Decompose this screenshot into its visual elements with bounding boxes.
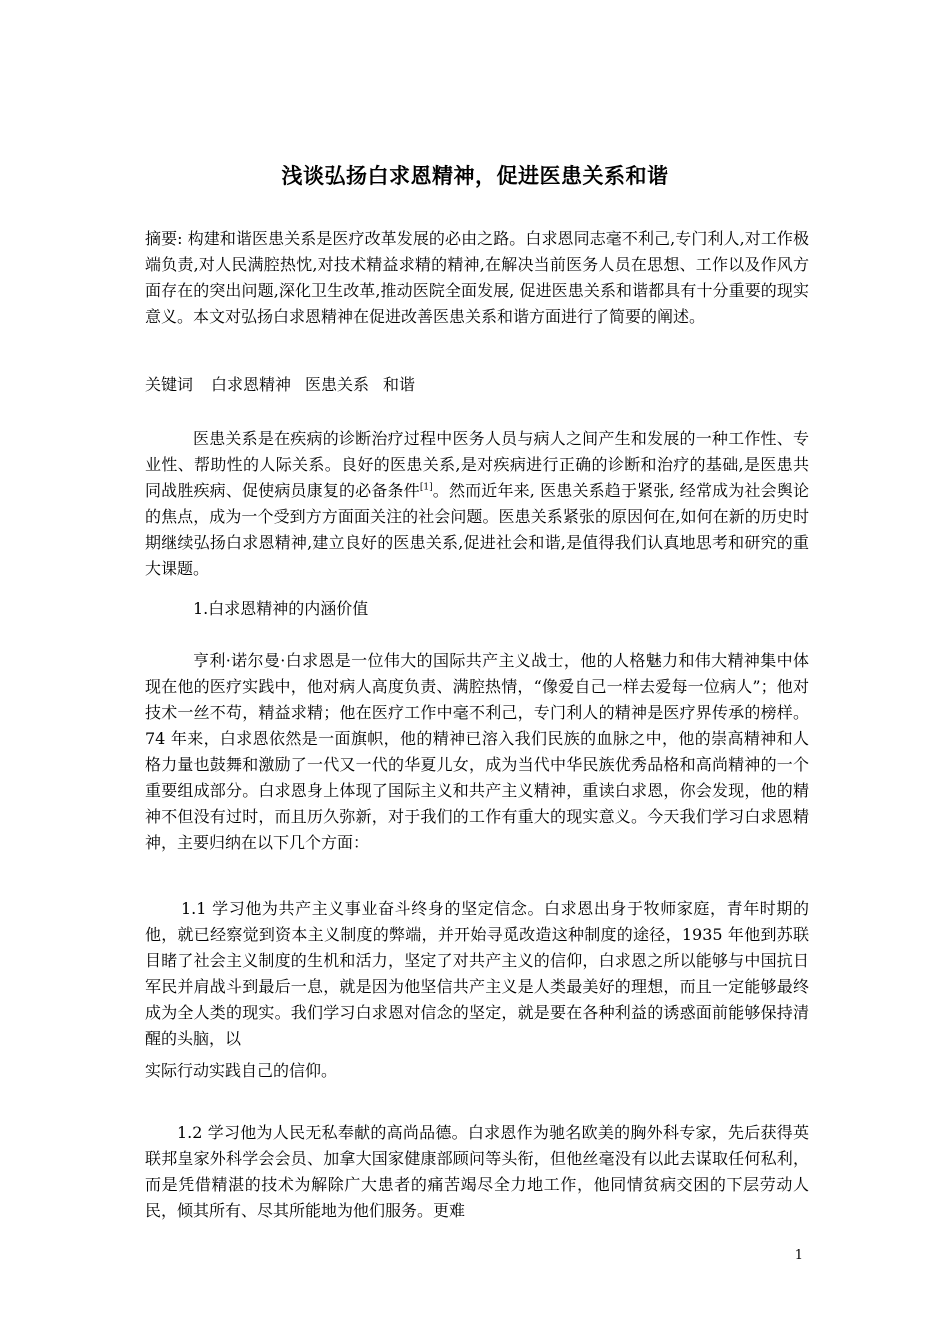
paragraph-1-text-b: 。然而近年来, 医患关系趋于紧张, 经常成为社会舆论的焦点，成为一个受到方方面面关注的社会问题。医患关系紧张的原因何在,如何在新的历史时期继续弘扬白求恩精神,建立良好的医患关系,促进社会和谐,是值得我们认真地思考和研究的重大课题。: [145, 481, 809, 578]
keyword-3: 和谐: [383, 375, 416, 394]
body-paragraph-2: 亨利·诺尔曼·白求恩是一位伟大的国际共产主义战士，他的人格魅力和伟大精神集中体现在他的医疗实践中，他对病人高度负责、满腔热情，“像爱自己一样去爱每一位病人”；他对技术一丝不苟，精益求精；他在医疗工作中毫不利己，专门利人的精神是医疗界传承的榜样。74 年来，白求恩依然是一面旗帜，他的精神已溶入我们民族的血脉之中，他的崇高精神和人格力量也鼓舞和激励了一代又一代的华夏儿女，成为当代中华民族优秀品格和高尚精神的一个重要组成部分。白求恩身上体现了国际主义和共产主义精神，重读白求恩，你会发现，他的精神不但没有过时，而且历久弥新，对于我们的工作有重大的现实意义。今天我们学习白求恩精神，主要归纳在以下几个方面：: [145, 651, 809, 852]
body-paragraph-4: 1.2 学习他为人民无私奉献的高尚品德。白求恩作为驰名欧美的胸外科专家，先后获得英联邦皇家外科学会会员、加拿大国家健康部顾问等头衔，但他丝毫没有以此去谋取任何私利，而是凭借精湛的技术为解除广大患者的痛苦竭尽全力地工作，他同情贫病交困的下层劳动人民，倾其所有、尽其所能地为他们服务。更难: [145, 1123, 809, 1220]
abstract-paragraph: 摘要: 构建和谐医患关系是医疗改革发展的必由之路。白求恩同志毫不利己,专门利人,对工作极端负责,对人民满腔热忱,对技术精益求精的精神,在解决当前医务人员在思想、工作以及作风方面存在的突出问题,深化卫生改革,推动医院全面发展, 促进医患关系和谐都具有十分重要的现实意义。本文对弘扬白求恩精神在促进改善医患关系和谐方面进行了简要的阐述。: [145, 229, 809, 326]
body-paragraph-1: [145, 426, 809, 582]
keyword-2: 医患关系: [305, 375, 370, 394]
body-paragraph-3: 1.1 学习他为共产主义事业奋斗终身的坚定信念。白求恩出身于牧师家庭，青年时期的他，就已经察觉到资本主义制度的弊端，并开始寻觅改造这种制度的途径，1935 年他到苏联目睹了社会主义制度的生机和活力，坚定了对共产主义的信仰，白求恩之所以能够与中国抗日军民并肩战斗到最后一息，就是因为他坚信共产主义是人类最美好的理想，而且一定能够最终成为全人类的现实。我们学习白求恩对信念的坚定，就是要在各种利益的诱惑面前能够保持清醒的头脑，以: [145, 899, 809, 1048]
body-paragraph-3-end: 实际行动实践自己的信仰。: [145, 1061, 338, 1080]
keywords-label: 关键词: [145, 375, 194, 394]
section-heading-1: 1.白求恩精神的内涵价值: [193, 599, 369, 618]
reference-marker: [1]: [419, 482, 433, 493]
keyword-1: 白求恩精神: [211, 375, 292, 394]
paragraph-1-text-a: 医患关系是在疾病的诊断治疗过程中医务人员与病人之间产生和发展的一种工作性、专业性、帮助性的人际关系。良好的医患关系,是对疾病进行正确的诊断和治疗的基础,是医患共同战胜疾病、促使病员康复的必备条件: [145, 429, 809, 500]
keywords-line: [145, 372, 809, 398]
document-title: 浅谈弘扬白求恩精神，促进医患关系和谐: [281, 164, 669, 188]
page-number: 1: [794, 1248, 803, 1263]
